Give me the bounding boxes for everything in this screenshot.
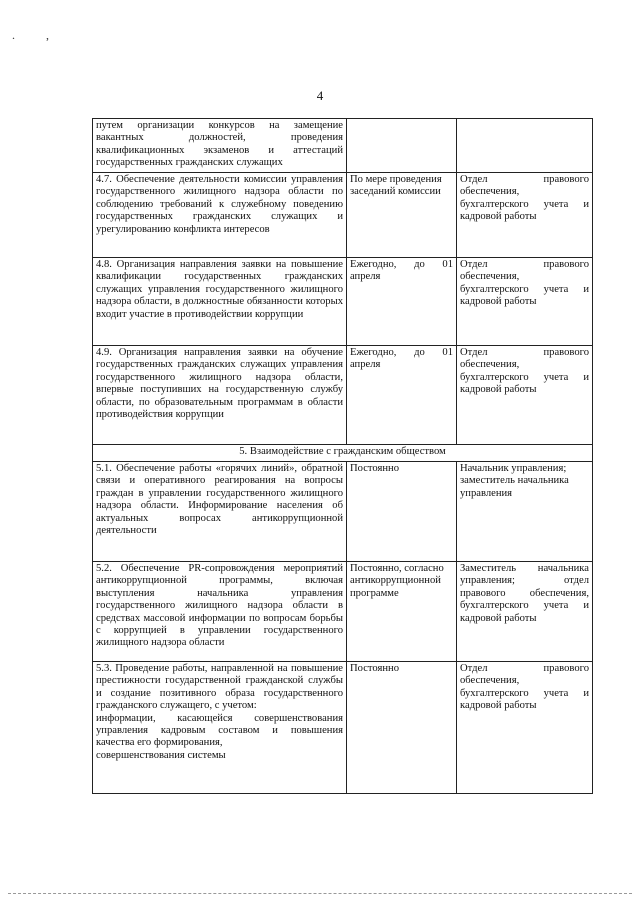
- term-cell: Ежегодно, до 01 апреля: [347, 346, 457, 445]
- measure-cell: путем организации конкурсов на замещение вакантных должностей, проведения квалификационных экзаменов и аттестаций государственных гражданских служащих: [93, 119, 347, 173]
- executor-cell: Отдел правового обеспечения, бухгалтерского учета и кадровой работы: [457, 258, 593, 346]
- executor-cell: Начальник управления; заместитель начальника управления: [457, 462, 593, 562]
- term-cell: Постоянно: [347, 462, 457, 562]
- term-cell: По мере проведения заседаний комиссии: [347, 173, 457, 258]
- table-row: [93, 173, 593, 258]
- measure-cell: 4.9. Организация направления заявки на обучение государственных гражданских служащих управления государственного жилищного надзора области, впервые поступивших на государственную службу области, по образовательным программам в области противодействия коррупции: [93, 346, 347, 445]
- measure-subitem: информации, касающейся совершенствования управления кадровым составом и повышения качества его формирования,: [96, 712, 343, 749]
- section-heading: 5. Взаимодействие с гражданским обществом: [93, 445, 593, 462]
- measure-cell: 4.7. Обеспечение деятельности комиссии управления государственного жилищного надзора области по соблюдению требований к служебному поведению государственных гражданских служащих и урегулированию конфликта интересов: [93, 173, 347, 258]
- table-row: [93, 462, 593, 562]
- term-cell: [347, 119, 457, 173]
- executor-cell: Отдел правового обеспечения, бухгалтерского учета и кадровой работы: [457, 346, 593, 445]
- executor-cell: Отдел правового обеспечения, бухгалтерского учета и кадровой работы: [457, 662, 593, 794]
- measure-subitem: совершенствования системы: [96, 749, 226, 761]
- executor-cell: Отдел правового обеспечения, бухгалтерского учета и кадровой работы: [457, 173, 593, 258]
- table-row: [93, 258, 593, 346]
- section-heading-row: [93, 445, 593, 462]
- term-cell: Постоянно: [347, 662, 457, 794]
- measure-text: 5.3. Проведение работы, направленной на повышение престижности государственной гражданской службы и создание позитивного образа государственного гражданского служащего, с учетом:: [96, 663, 343, 712]
- table-row: [93, 119, 593, 173]
- measure-cell: 5.1. Обеспечение работы «горячих линий», обратной связи и оперативного реагирования на вопросы граждан в управлении государственного жилищного надзора области. Информирование населения об актуальных вопросах антикоррупционной деятельности: [93, 462, 347, 562]
- measure-cell: 4.8. Организация направления заявки на повышение квалификации государственных гражданских служащих управления государственного жилищного надзора области, в должностные обязанности которых входит участие в противодействии коррупции: [93, 258, 347, 346]
- anticorruption-plan-table: [92, 118, 593, 794]
- measure-cell: 5.2. Обеспечение PR-сопровождения мероприятий антикоррупционной программы, включая выступления начальника управления государственного жилищного надзора области в средствах массовой информации по вопросам борьбы с коррупцией в управлении государственного жилищного надзора области: [93, 562, 347, 662]
- page-number: 4: [316, 88, 324, 103]
- table-row: [93, 662, 593, 794]
- term-cell: Постоянно, согласно антикоррупционной программе: [347, 562, 457, 662]
- table-row: [93, 346, 593, 445]
- scan-specks: . ,: [12, 28, 63, 42]
- executor-cell: Заместитель начальника управления; отдел правового обеспечения, бухгалтерского учета и кадровой работы: [457, 562, 593, 662]
- term-cell: Ежегодно, до 01 апреля: [347, 258, 457, 346]
- scan-edge-line: [8, 893, 632, 894]
- table-row: [93, 562, 593, 662]
- measure-cell: [93, 662, 347, 794]
- executor-cell: [457, 119, 593, 173]
